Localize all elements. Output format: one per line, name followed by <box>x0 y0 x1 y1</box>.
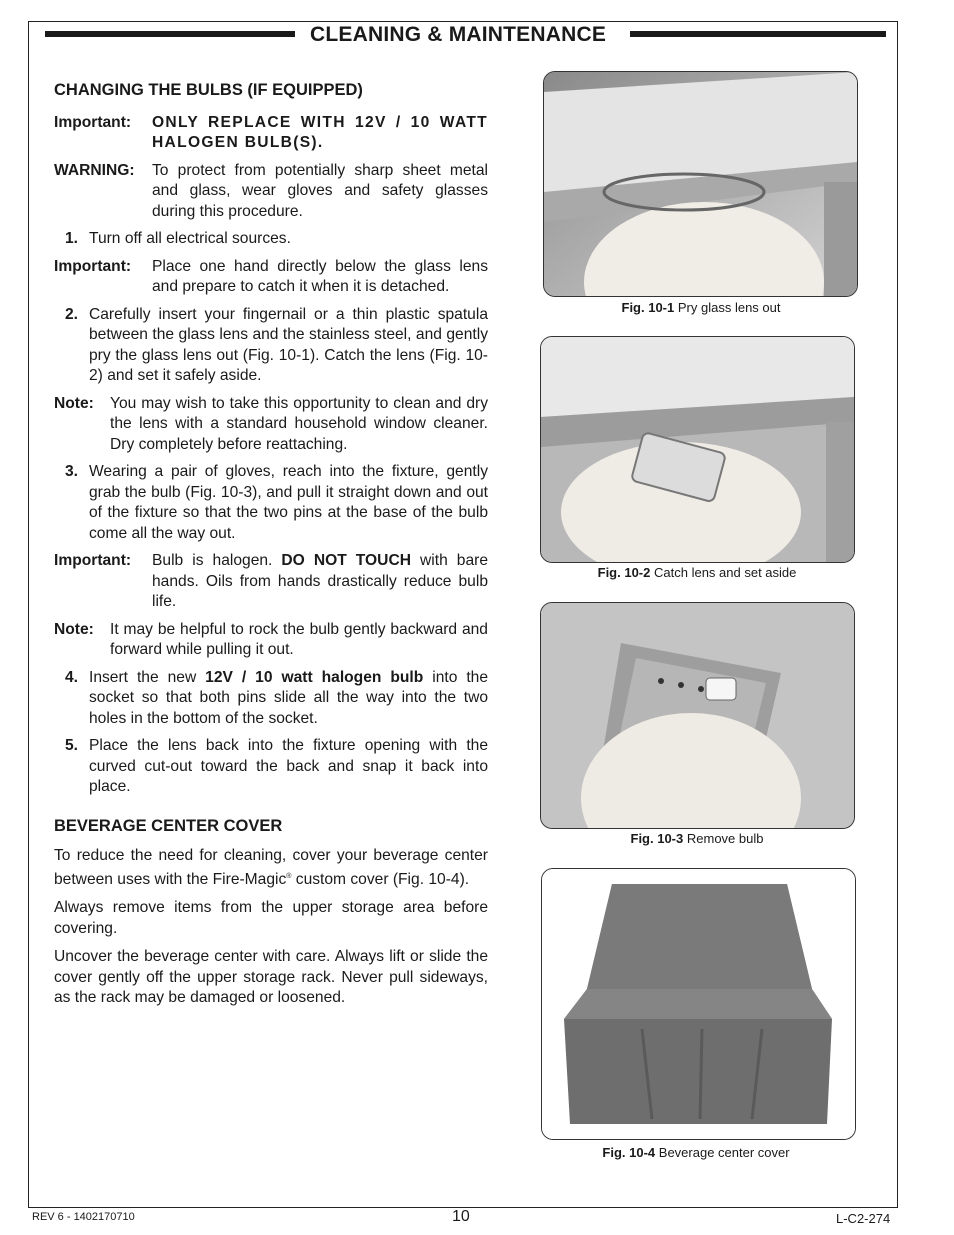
cover-paragraph-1 <box>54 846 488 890</box>
figure-label: Fig. 10-3 <box>630 831 684 846</box>
step-3 <box>54 462 488 544</box>
step-number: 4. <box>64 668 78 686</box>
figure-caption-text: Remove bulb <box>686 831 764 846</box>
figure-label: Fig. 10-4 <box>602 1145 656 1160</box>
step-text: Turn off all electrical sources. <box>89 230 291 247</box>
page-title: CLEANING & MAINTENANCE <box>310 23 607 46</box>
step-number: 3. <box>64 463 78 480</box>
figure-caption-text: Pry glass lens out <box>677 300 781 315</box>
figure-10-4-photo <box>541 868 856 1140</box>
important-note-1 <box>54 113 488 154</box>
warning-note <box>54 161 488 223</box>
revision-code: REV 6 - 1402170710 <box>32 1211 135 1223</box>
figure-label: Fig. 10-2 <box>597 565 651 580</box>
step-number: 5. <box>64 737 78 754</box>
step-2 <box>54 305 488 387</box>
step-1 <box>54 229 488 250</box>
figure-10-3-photo <box>540 602 855 829</box>
important-text: ONLY REPLACE WITH 12V / 10 WATT HALOGEN BULB(S). <box>152 113 488 151</box>
page-number: 10 <box>452 1208 470 1225</box>
registered-mark: ® <box>286 872 292 880</box>
cover-paragraph-1-post: custom cover (Fig. 10-4). <box>291 870 470 888</box>
note-2 <box>54 620 488 661</box>
step-text-pre: Insert the new <box>89 668 206 686</box>
important-text <box>152 551 488 613</box>
step-text <box>89 668 488 730</box>
important-text-pre: Bulb is halogen. <box>152 552 282 569</box>
important-note-2 <box>54 257 488 298</box>
important-text-post: with bare hands. Oils from hands drastically reduce bulb life. <box>152 552 488 610</box>
text-column <box>54 80 488 1017</box>
step-4 <box>54 668 488 730</box>
section-heading-bulbs: CHANGING THE BULBS (IF EQUIPPED) <box>54 81 363 99</box>
figure-caption-text: Beverage center cover <box>658 1145 790 1160</box>
figure-10-1-photo <box>543 71 858 297</box>
cover-paragraph-3: Uncover the beverage center with care. Always lift or slide the cover gently off the upper storage rack. Never pull sideways, as the rack may be damaged or loosened. <box>54 948 488 1007</box>
cover-paragraph-1-pre: To reduce the need for cleaning, cover your beverage center between uses with the Fire-Magic <box>54 847 488 888</box>
figure-caption-text: Catch lens and set aside <box>654 565 797 580</box>
step-text-post: into the socket so that both pins slide all the way into the two holes in the bottom of the socket. <box>89 668 489 727</box>
title-rule-right <box>630 31 886 37</box>
step-number: 2. <box>64 305 78 323</box>
note-1 <box>54 394 488 456</box>
note-label: Note: <box>54 394 94 412</box>
step-number: 1. <box>64 230 78 247</box>
warning-label: WARNING: <box>54 161 135 179</box>
figure-label: Fig. 10-1 <box>621 300 675 315</box>
figure-10-2-caption <box>532 565 862 580</box>
note-text: You may wish to take this opportunity to clean and dry the lens with a standard household window cleaner. Dry completely before reattaching. <box>110 394 488 453</box>
step-5 <box>54 736 488 798</box>
note-label: Note: <box>54 620 94 638</box>
important-label: Important: <box>54 552 132 569</box>
cover-paragraph-2: Always remove items from the upper storage area before covering. <box>54 899 488 937</box>
title-rule-left <box>45 31 295 37</box>
section-heading-cover: BEVERAGE CENTER COVER <box>54 816 283 835</box>
step-text-bold: 12V / 10 watt halogen bulb <box>205 668 424 686</box>
important-note-3 <box>54 551 488 613</box>
important-label: Important: <box>54 257 132 275</box>
figure-10-1-caption <box>536 300 866 315</box>
step-text: Wearing a pair of gloves, reach into the fixture, gently grab the bulb (Fig. 10-3), and pull it straight down and out of the fixture so that the two pins at the base of the bulb come all the way out. <box>89 463 488 542</box>
step-text: Place the lens back into the fixture opening with the curved cut-out toward the back and snap it back into place. <box>89 737 488 795</box>
figure-10-3-caption <box>532 831 862 846</box>
figure-10-4-caption <box>531 1145 861 1160</box>
important-text: Place one hand directly below the glass lens and prepare to catch it when it is detached. <box>152 257 488 295</box>
figure-10-2-photo <box>540 336 855 563</box>
warning-text: To protect from potentially sharp sheet metal and glass, wear gloves and safety glasses during this procedure. <box>152 161 488 220</box>
document-code: L-C2-274 <box>836 1211 891 1226</box>
important-label: Important: <box>54 113 132 131</box>
step-text: Carefully insert your fingernail or a thin plastic spatula between the glass lens and the stainless steel, and gently pry the glass lens out (Fig. 10-1). Catch the lens (Fig. 10-2) and set it safely aside. <box>89 305 488 384</box>
note-text: It may be helpful to rock the bulb gently backward and forward while pulling it out. <box>110 620 488 658</box>
important-text-bold: DO NOT TOUCH <box>281 552 411 569</box>
